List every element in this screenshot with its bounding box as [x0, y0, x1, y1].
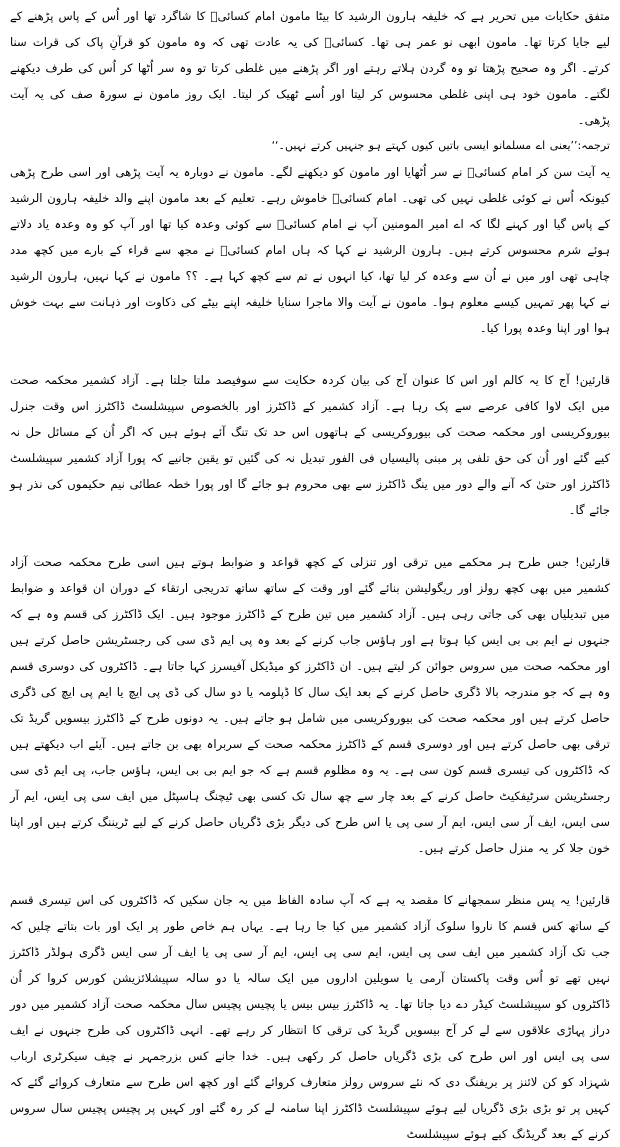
paragraph-gap [10, 861, 610, 887]
paragraph-gap [10, 523, 610, 549]
paragraph-doctor-categories: قارئین! جس طرح ہر محکمے میں ترقی اور تنزلی کے کچھ قواعد و ضوابط ہوتے ہیں اسی طرح محکمہ صحت آزاد کشمیر میں بھی کچھ رولز اور ریگولیشن بنائے گئے اور وقت کے ساتھ ساتھ تدریجی ارتقاء کے دوران ان قواعد و ضوابط میں تبدیلیاں بھی کی جاتی رہی ہیں۔ آزاد کشمیر میں تین طرح کے ڈاکٹرز موجود ہیں۔ ایک ڈاکٹرز کی قسم وہ ہے کہ جنہوں نے ایم بی بی ایس کیا ہوتا ہے اور ہاؤس جاب کرنے کے بعد وہ پی ایم ڈی سی کی رجسٹریشن حاصل کرتے ہیں اور محکمہ صحت میں سروس جوائن کر لیتے ہیں۔ ان ڈاکٹرز کو میڈیکل آفیسرز کہا جاتا ہے۔ ڈاکٹروں کی دوسری قسم وہ ہے کہ جو مندرجہ بالا ڈگری حاصل کرنے کے بعد ایک سال کا ڈپلومہ یا دو سال کی ڈی پی ایچ یا ایم پی ایچ کی ڈگری حاصل کرتے ہیں اور محکمہ صحت کی بیوروکریسی میں شامل ہو جاتے ہیں۔ یہ دونوں طرح کے ڈاکٹرز بیسویں گریڈ تک ترقی بھی حاصل کرتے ہیں اور دوسری قسم کے ڈاکٹرز محکمہ صحت کے سربراہ بھی بن جاتے ہیں۔ آیئے اب دیکھتے ہیں کہ ڈاکٹروں کی تیسری قسم کون سی ہے۔ یہ وہ مظلوم قسم ہے کہ جو ایم بی بی ایس، ہاؤس جاب، پی ایم ڈی سی رجسٹریشن سرٹیفکیٹ حاصل کرنے کے بعد چار سے چھ سال تک کسی بھی ٹیچنگ ہاسپٹل میں ایف سی پی ایس، ایم آر سی ایس، ایف آر سی ایس، ایم آر سی پی یا اس طرح کی دیگر بڑی ڈگریاں حاصل کرنے کے لیے ٹریننگ کرتے ہیں اور اپنا خون جلا کر یہ منزل حاصل کرتے ہیں۔ [10, 555, 610, 855]
paragraph-column-intro: قارئین! آج کا یہ کالم اور اس کا عنوان آج کی بیان کردہ حکایت سے سوفیصد ملتا جلتا ہے۔ آزاد کشمیر محکمہ صحت میں ایک لاوا کافی عرصے سے پک رہا ہے۔ آزاد کشمیر کے ڈاکٹرز اور بالخصوص سپیشلسٹ ڈاکٹرز اس وقت جنرل بیوروکریسی اور محکمہ صحت کی بیوروکریسی کے ہاتھوں اس حد تک تنگ آئے ہوئے ہیں کہ اگر اُن کے مسائل حل نہ کیے گئے اور اُن کی حق تلفی پر مبنی پالیسیاں فی الفور تبدیل نہ کی گئیں تو یقین جانیے کہ پورا آزاد کشمیر سپیشلسٹ ڈاکٹرز اور حتیٰ کہ آنے والے دور میں ینگ ڈاکٹرز سے بھی محروم ہو جائے گا اور پورا خطہ عطائی نیم حکیموں کی نذر ہو جائے گا۔ [10, 373, 610, 517]
paragraph-verse-translation: ترجمہ:’’یعنی اے مسلمانو ایسی باتیں کیوں کہتے ہو جنہیں کرتے نہیں۔‘‘ [271, 139, 610, 152]
paragraph-service-rules: قارئین! یہ پس منظر سمجھانے کا مقصد یہ ہے کہ آپ سادہ الفاظ میں یہ جان سکیں کہ ڈاکٹروں کی اس تیسری قسم کے ساتھ کس قسم کا ناروا سلوک آزاد کشمیر میں کیا جا رہا ہے۔ یہاں ہم خاص طور پر ایک اور بات بتاتے چلیں کہ جب تک آزاد کشمیر میں ایف سی پی ایس، ایم سی پی ایس، ایم آر سی پی یا ایف آر سی ایس ڈگری ہولڈر ڈاکٹرز نہیں تھے تو اُس وقت پاکستان آرمی یا سویلین اداروں میں ایک سالہ یا دو سالہ سپیشلائزیشن کورس کروا کر اُن ڈاکٹروں کو سپیشلسٹ کیڈر دے دیا جاتا تھا۔ یہ ڈاکٹرز بیس بیس یا پچیس پچیس سال محکمہ صحت آزاد کشمیر میں دور دراز پہاڑی علاقوں سے لے کر آج بیسویں گریڈ کی ترقی کا انتظار کر رہے تھے۔ انہی ڈاکٹروں کی طرح جنہوں نے ایف سی پی ایس اور اس طرح کی بڑی ڈگریاں حاصل کر رکھی ہیں۔ خدا جانے کس بزرجمہر نے چیف سیکرٹری ارباب شہزاد کو کن لائنز پر بریفنگ دی کہ نئے سروس رولز متعارف کروائے گئے اور کچھ اس طرح سے متعارف کروائے گئے کہ کہیں پر تو بڑی بڑی ڈگریاں لیے ہوئے سپیشلسٹ ڈاکٹرز اپنا سامنہ لے کر رہ گئے اور کہیں پر پچیس پچیس سال سروس کرنے کے بعد گریڈنگ کیے ہوئے سپیشلسٹ [10, 893, 611, 1141]
paragraph-gap [10, 341, 610, 367]
paragraph-anecdote: متفق حکایات میں تحریر ہے کہ خلیفہ ہارون الرشید کا بیٹا مامون امام کسائیؒ کا شاگرد تھا اور اُس کے پاس پڑھنے کے لیے جایا کرتا تھا۔ مامون ابھی نو عمر ہی تھا۔ کسائیؒ کی یہ عادت تھی کہ وہ مامون کو قرآنِ پاک کی قرات سنا کرتے۔ اگر وہ صحیح پڑھتا تو وہ گردن ہلاتے رہتے اور اگر پڑھنے میں غلطی کرتا تو وہ سر اُٹھا کر اُس کی طرف دیکھنے لگتے۔ مامون خود ہی اپنی غلطی محسوس کر لیتا اور اُسے ٹھیک کر لیتا۔ ایک روز مامون نے سورۃ صف کی یہ آیت پڑھی۔ [10, 9, 610, 127]
paragraph-anecdote-continued: یہ آیت سن کر امام کسائیؒ نے سر اُٹھایا اور مامون کو دیکھنے لگے۔ مامون نے دوبارہ یہ آیت پڑھی اور اسی طرح پڑھی کیونکہ اُس نے کوئی غلطی نہیں کی تھی۔ امام کسائیؒ خاموش رہے۔ تعلیم کے بعد مامون اپنے والد خلیفہ ہارون الرشید کے پاس گیا اور کہنے لگا کہ اے امیر المومنین آپ نے امام کسائیؒ سے کوئی وعدہ کیا تھا اور آپ کو وہ وعدہ یاد دلاتے ہوئے شرم محسوس کرتے ہیں۔ ہارون الرشید نے کہا کہ ہاں امام کسائیؒ نے مجھ سے قراء کے بارے میں کچھ مدد چاہی تھی اور میں نے اُن سے وعدہ کر لیا تھا، کیا انہوں نے تم سے کچھ کہا ہے۔ ؟؟ مامون نے کہا نہیں، ہارون الرشید نے کہا پھر تمہیں کیسے معلوم ہوا۔ مامون نے آیت والا ماجرا سنایا خلیفہ اپنے بیٹے کی ذکاوت اور ذہانت سے بہت خوش ہوا اور اپنا وعدہ پورا کیا۔ [10, 165, 610, 335]
